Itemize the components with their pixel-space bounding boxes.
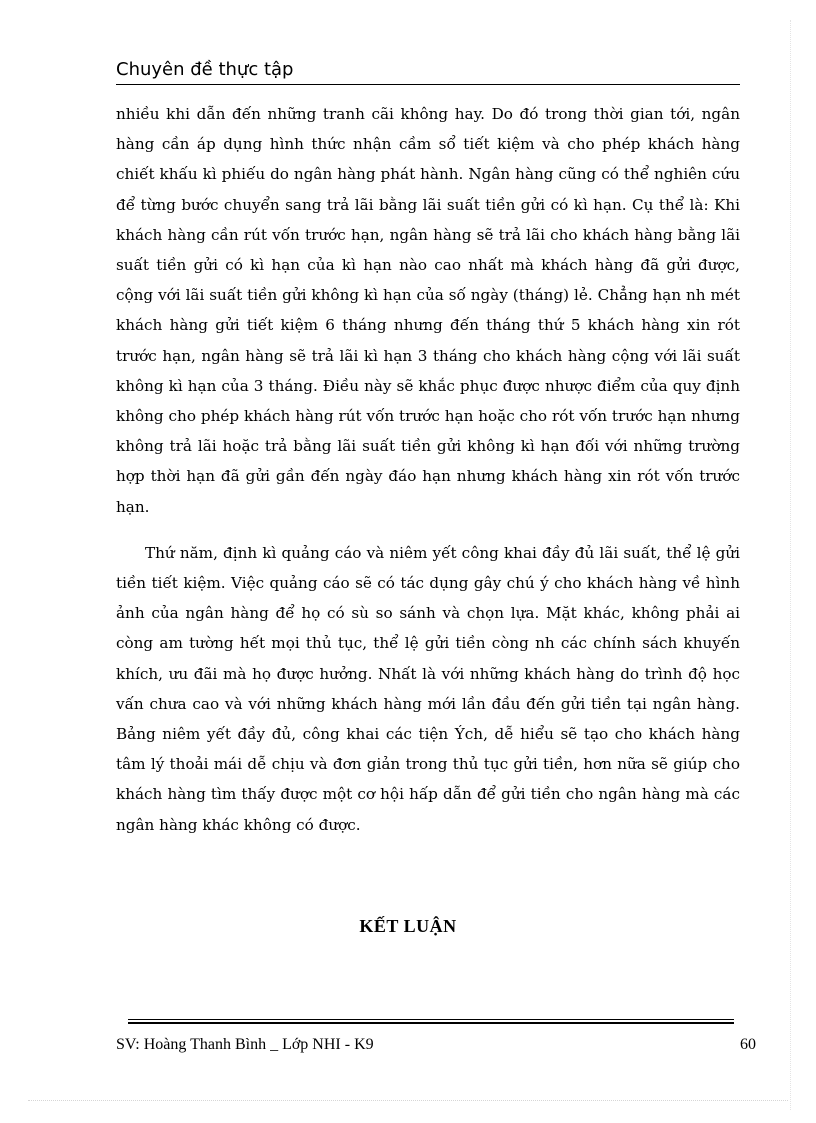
footer-rule-thick [128, 1022, 734, 1024]
body-text [116, 99, 740, 840]
footer-rule-thin [128, 1019, 734, 1020]
header-title: Chuyên đề thực tập [116, 59, 294, 80]
page-header [116, 58, 740, 82]
paragraph: Thứ năm, định kì quảng cáo và niêm yết công khai đầy đủ lãi suất, thể lệ gửi tiền tiết kiệm. Việc quảng cáo sẽ có tác dụng gây chú ý cho khách hàng về hình ảnh của ngân hàng để họ có sù so sánh và chọn lựa. Mặt khác, không phải ai còng am tường hết mọi thủ tục, thể lệ gửi tiền còng nh các chính sách khuyến khích, ưu đãi mà họ được hưởng. Nhất là với những khách hàng do trình độ học vấn chưa cao và với những khách hàng mới lần đầu đến gửi tiền tại ngân hàng. Bảng niêm yết đầy đủ, công khai các tiện Ých, dễ hiểu sẽ tạo cho khách hàng tâm lý thoải mái dễ chịu và đơn giản trong thủ tục gửi tiền, hơn nữa sẽ giúp cho khách hàng tìm thấy được một cơ hội hấp dẫn để gửi tiền cho ngân hàng mà các ngân hàng khác không có được. [116, 543, 740, 834]
header-rule [116, 84, 740, 85]
paragraph: nhiều khi dẫn đến những tranh cãi không hay. Do đó trong thời gian tới, ngân hàng cần áp dụng hình thức nhận cầm sổ tiết kiệm và cho phép khách hàng chiết khấu kì phiếu do ngân hàng phát hành. Ngân hàng cũng có thể nghiên cứu để từng bước chuyển sang trả lãi bằng lãi suất tiền gửi có kì hạn. Cụ thể là: Khi khách hàng cần rút vốn trước hạn, ngân hàng sẽ trả lãi cho khách hàng bằng lãi suất tiền gửi có kì hạn của kì hạn nào cao nhất mà khách hàng đã gửi được, cộng với lãi suất tiền gửi không kì hạn của số ngày (tháng) lẻ. Chẳng hạn nh mét khách hàng gửi tiết kiệm 6 tháng nhưng đến tháng thứ 5 khách hàng xin rót trước hạn, ngân hàng sẽ trả lãi kì hạn 3 tháng cho khách hàng cộng với lãi suất không kì hạn của 3 tháng. Điều này sẽ khắc phục được nhược điểm của quy định không cho phép khách hàng rút vốn trước hạn hoặc cho rót vốn trước hạn nhưng không trả lãi hoặc trả bằng lãi suất tiền gửi không kì hạn đối với những trường hợp thời hạn đã gửi gần đến ngày đáo hạn nhưng khách hàng xin rót vốn trước hạn. [116, 105, 740, 516]
page-number: 60 [740, 1036, 756, 1053]
section-heading: KẾT LUẬN [359, 916, 457, 936]
page-footer [116, 1036, 756, 1060]
page-side-dots [790, 20, 791, 1110]
footer-student: SV: Hoàng Thanh Bình _ Lớp NHI - K9 [116, 1036, 374, 1053]
page-border-dots [28, 1100, 788, 1101]
